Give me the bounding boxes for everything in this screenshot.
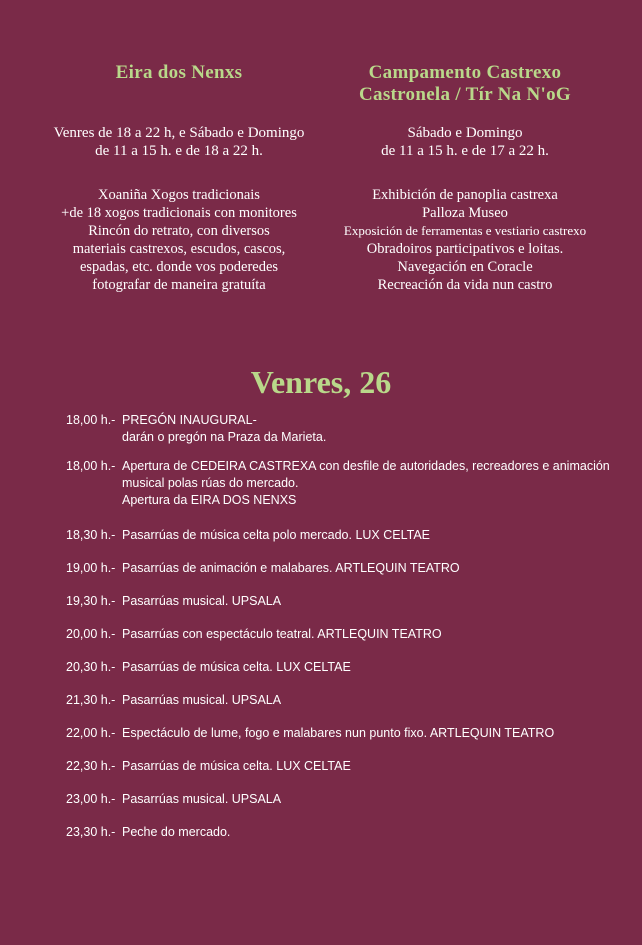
schedule-item xyxy=(66,824,626,841)
event-line: musical polas rúas do mercado. xyxy=(122,476,299,490)
event-line: Pasarrúas con espectáculo teatral. ARTLEQUIN TEATRO xyxy=(122,627,442,641)
event-line: Pasarrúas de animación e malabares. ARTLEQUIN TEATRO xyxy=(122,561,460,575)
hours-line: de 11 a 15 h. e de 18 a 22 h. xyxy=(95,143,263,159)
event-time: 22,30 h.- xyxy=(66,759,116,773)
venue-campamento-castrexo xyxy=(320,62,610,294)
schedule-item xyxy=(66,560,626,577)
event-time: 21,30 h.- xyxy=(66,693,116,707)
event-line: Espectáculo de lume, fogo e malabares nun punto fixo. ARTLEQUIN TEATRO xyxy=(122,726,555,740)
event-time: 23,30 h.- xyxy=(66,825,116,839)
event-line: Peche do mercado. xyxy=(122,825,231,839)
event-time: 18,30 h.- xyxy=(66,528,116,542)
heading-line: Campamento Castrexo xyxy=(368,62,562,83)
venue-heading xyxy=(320,62,610,106)
activity-line: espadas, etc. donde vos poderedes xyxy=(79,259,279,275)
event-time: 20,30 h.- xyxy=(66,660,116,674)
event-line: Pasarrúas musical. UPSALA xyxy=(122,693,282,707)
venue-activities xyxy=(44,186,314,294)
event-line: Pasarrúas musical. UPSALA xyxy=(122,792,282,806)
event-time: 22,00 h.- xyxy=(66,726,116,740)
activity-line: materiais castrexos, escudos, cascos, xyxy=(72,241,286,257)
event-time: 23,00 h.- xyxy=(66,792,116,806)
day-title: Venres, 26 xyxy=(250,364,392,400)
activity-line: Navegación en Coracle xyxy=(397,259,533,275)
event-line: Pasarrúas de música celta. LUX CELTAE xyxy=(122,660,351,674)
event-description xyxy=(122,659,626,676)
activity-line: Exposición de ferramentas e vestiario castrexo xyxy=(343,223,587,238)
event-description xyxy=(122,458,626,509)
event-line: Pasarrúas musical. UPSALA xyxy=(122,594,282,608)
schedule-item xyxy=(66,412,626,446)
schedule-item xyxy=(66,593,626,610)
event-description xyxy=(122,593,626,610)
event-description xyxy=(122,791,626,808)
activity-line: Palloza Museo xyxy=(422,205,508,221)
event-line: Pasarrúas de música celta polo mercado. LUX CELTAE xyxy=(122,528,431,542)
event-description xyxy=(122,725,626,742)
schedule-item xyxy=(66,791,626,808)
activity-line: fotografar de maneira gratuíta xyxy=(92,277,266,293)
venue-hours xyxy=(320,124,610,160)
event-description xyxy=(122,560,626,577)
activity-line: Rincón do retrato, con diversos xyxy=(88,223,270,239)
venue-eira-dos-nenxs xyxy=(44,62,314,294)
event-time: 19,30 h.- xyxy=(66,594,116,608)
event-description xyxy=(122,412,626,446)
schedule-list xyxy=(66,412,626,857)
venues-section xyxy=(40,62,610,294)
event-line: Apertura da EIRA DOS NENXS xyxy=(122,493,297,507)
hours-line: Sábado e Domingo xyxy=(407,125,523,141)
venue-heading xyxy=(44,62,314,84)
schedule-item xyxy=(66,659,626,676)
event-description xyxy=(122,824,626,841)
event-line: darán o pregón na Praza da Marieta. xyxy=(122,430,327,444)
hours-line: de 11 a 15 h. e de 17 a 22 h. xyxy=(381,143,549,159)
activity-line: +de 18 xogos tradicionais con monitores xyxy=(61,205,297,221)
heading-line: Castronela / Tír Na N'oG xyxy=(359,84,571,105)
schedule-item xyxy=(66,626,626,643)
event-description xyxy=(122,758,626,775)
event-time: 18,00 h.- xyxy=(66,459,116,473)
event-time: 20,00 h.- xyxy=(66,627,116,641)
schedule-item xyxy=(66,458,626,509)
schedule-item xyxy=(66,527,626,544)
event-description xyxy=(122,692,626,709)
activity-line: Obradoiros participativos e loitas. xyxy=(366,241,564,257)
heading-line: Eira dos Nenxs xyxy=(115,62,243,83)
activity-line: Exhibición de panoplia castrexa xyxy=(372,187,558,203)
hours-line: Venres de 18 a 22 h, e Sábado e Domingo xyxy=(53,125,305,141)
venue-activities xyxy=(320,186,610,294)
schedule-item xyxy=(66,692,626,709)
event-time: 19,00 h.- xyxy=(66,561,116,575)
schedule-item xyxy=(66,725,626,742)
activity-line: Xoaniña Xogos tradicionais xyxy=(98,187,260,203)
activity-line: Recreación da vida nun castro xyxy=(377,277,553,293)
event-line: Apertura de CEDEIRA CASTREXA con desfile de autoridades, recreadores e animación xyxy=(122,459,610,473)
event-description xyxy=(122,626,626,643)
event-line: Pasarrúas de música celta. LUX CELTAE xyxy=(122,759,351,773)
venue-hours xyxy=(44,124,314,160)
schedule-item xyxy=(66,758,626,775)
event-line: PREGÓN INAUGURAL- xyxy=(122,413,257,427)
event-time: 18,00 h.- xyxy=(66,413,116,427)
event-description xyxy=(122,527,626,544)
